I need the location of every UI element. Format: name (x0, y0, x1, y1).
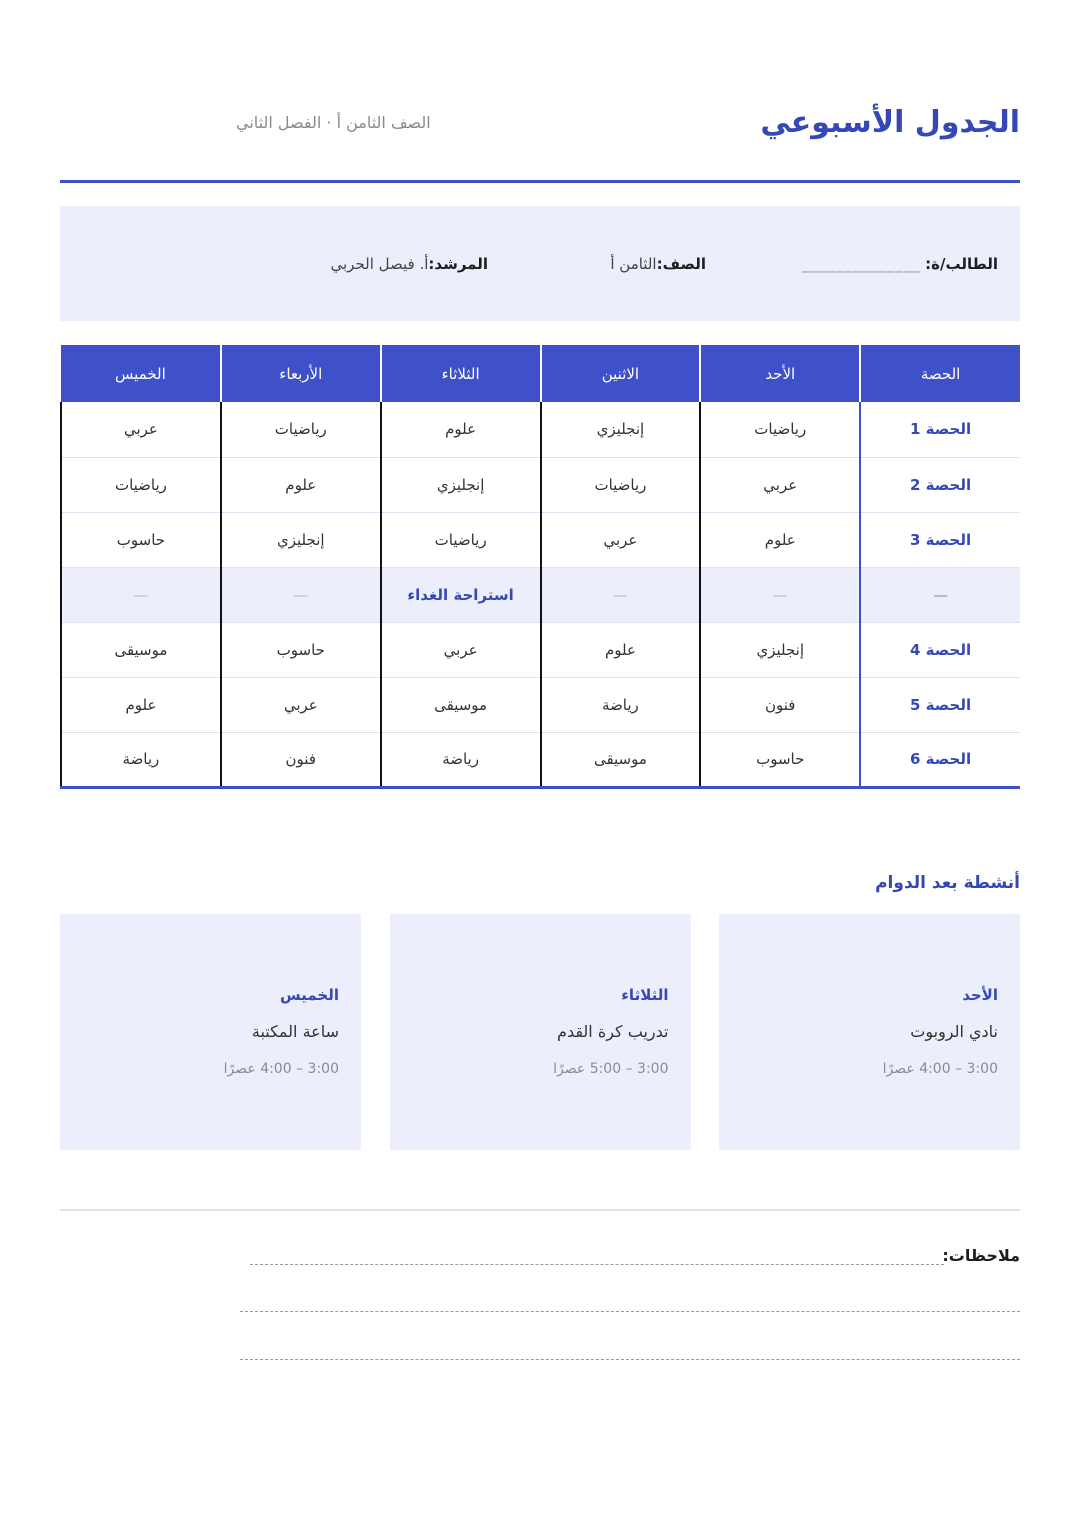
table-cell: علوم (541, 622, 701, 677)
table-cell: موسيقى (381, 677, 541, 732)
table-cell: رياضيات (221, 402, 381, 457)
column-header-tuesday: الثلاثاء (381, 345, 541, 402)
column-header-sunday: الأحد (700, 345, 860, 402)
table-cell: علوم (381, 402, 541, 457)
table-cell: رياضيات (381, 512, 541, 567)
column-header-thursday: الخميس (61, 345, 221, 402)
table-cell: رياضيات (700, 402, 860, 457)
class-value: الثامن أ (610, 254, 657, 273)
table-cell: عربي (61, 402, 221, 457)
student-label: الطالب/ة: (925, 254, 998, 273)
activity-time: 3:00 – 5:00 عصرًا (553, 1061, 669, 1077)
table-cell: رياضيات (61, 457, 221, 512)
notes-label: ملاحظات: (942, 1246, 1020, 1265)
table-cell: إنجليزي (700, 622, 860, 677)
table-cell: رياضيات (541, 457, 701, 512)
activity-time: 3:00 – 4:00 عصرًا (882, 1061, 998, 1077)
notes-line[interactable] (250, 1264, 944, 1265)
page-subtitle: الصف الثامن أ · الفصل الثاني (236, 112, 431, 132)
student-blank-line[interactable]: ______________ (802, 254, 922, 273)
break-dash: — (700, 567, 860, 622)
table-row (61, 457, 1020, 512)
schedule-header-row (61, 345, 1020, 402)
table-cell: عربي (700, 457, 860, 512)
activity-card (390, 914, 691, 1150)
period-label: الحصة 4 (860, 622, 1020, 677)
table-cell: موسيقى (541, 732, 701, 787)
advisor-field (331, 255, 489, 273)
activity-name: ساعة المكتبة (251, 1022, 339, 1041)
activity-card (719, 914, 1020, 1150)
lunch-break-row (61, 567, 1020, 622)
activity-day: الأحد (962, 986, 998, 1004)
table-cell: إنجليزي (381, 457, 541, 512)
table-cell: فنون (700, 677, 860, 732)
header-divider (60, 180, 1020, 183)
table-cell: علوم (61, 677, 221, 732)
lunch-break-label: استراحة الغداء (381, 567, 541, 622)
table-cell: علوم (221, 457, 381, 512)
table-cell: إنجليزي (221, 512, 381, 567)
notes-line[interactable] (240, 1359, 1020, 1360)
table-cell: إنجليزي (541, 402, 701, 457)
break-dash: — (61, 567, 221, 622)
advisor-label: المرشد: (428, 254, 488, 273)
column-header-period: الحصة (860, 345, 1020, 402)
break-dash: — (860, 567, 1020, 622)
period-label: الحصة 2 (860, 457, 1020, 512)
period-label: الحصة 6 (860, 732, 1020, 787)
table-cell: رياضة (381, 732, 541, 787)
notes-line[interactable] (240, 1311, 1020, 1312)
table-row (61, 622, 1020, 677)
class-label: الصف: (656, 254, 706, 273)
activity-card (60, 914, 361, 1150)
period-label: الحصة 3 (860, 512, 1020, 567)
period-label: الحصة 1 (860, 402, 1020, 457)
notes-divider (60, 1209, 1020, 1211)
student-info-panel (60, 206, 1020, 321)
page-title: الجدول الأسبوعي (760, 104, 1020, 140)
table-cell: حاسوب (61, 512, 221, 567)
break-dash: — (221, 567, 381, 622)
page-header (60, 92, 1020, 152)
table-cell: حاسوب (700, 732, 860, 787)
column-header-monday: الاثنين (541, 345, 701, 402)
table-cell: حاسوب (221, 622, 381, 677)
activity-name: تدريب كرة القدم (557, 1022, 669, 1041)
table-cell: موسيقى (61, 622, 221, 677)
activity-name: نادي الروبوت (910, 1022, 998, 1041)
activity-day: الثلاثاء (621, 986, 669, 1004)
activities-cards (60, 914, 1020, 1150)
activity-time: 3:00 – 4:00 عصرًا (223, 1061, 339, 1077)
table-cell: عربي (541, 512, 701, 567)
class-field (546, 255, 706, 273)
table-row (61, 732, 1020, 787)
table-cell: عربي (221, 677, 381, 732)
table-row (61, 402, 1020, 457)
activity-day: الخميس (280, 986, 339, 1004)
period-label: الحصة 5 (860, 677, 1020, 732)
student-field[interactable] (768, 255, 998, 273)
table-row (61, 512, 1020, 567)
advisor-value: أ. فيصل الحربي (330, 254, 429, 273)
table-cell: علوم (700, 512, 860, 567)
table-cell: فنون (221, 732, 381, 787)
table-row (61, 677, 1020, 732)
column-header-wednesday: الأربعاء (221, 345, 381, 402)
break-dash: — (541, 567, 701, 622)
table-cell: رياضة (541, 677, 701, 732)
weekly-schedule-table (60, 345, 1020, 789)
table-cell: رياضة (61, 732, 221, 787)
activities-heading: أنشطة بعد الدوام (875, 873, 1020, 893)
table-cell: عربي (381, 622, 541, 677)
